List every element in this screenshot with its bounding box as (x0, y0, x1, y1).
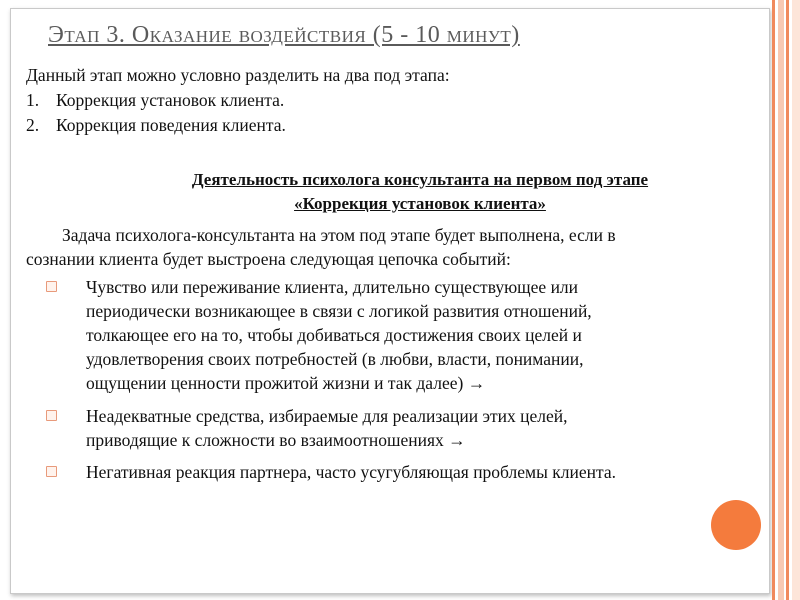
numbered-item (26, 89, 284, 112)
item-number: 1. (26, 90, 40, 110)
slide-title: Этап 3. Оказание воздействия (5 - 10 минут) (48, 22, 520, 48)
subheading-line-2: «Коррекция установок клиента» (294, 194, 546, 213)
item-number: 2. (26, 115, 40, 135)
bullet-square-icon (46, 281, 57, 292)
decorative-stripe (778, 0, 784, 600)
bullet-square-icon (46, 410, 57, 421)
subheading-line-1: Деятельность психолога консультанта на первом под этапе (191, 170, 649, 189)
bullet-line: удовлетворения своих потребностей (в любви, власти, понимании, (86, 349, 584, 369)
bullet-line: приводящие к сложности во взаимоотношениях → (86, 430, 466, 450)
intro-text: Данный этап можно условно разделить на два под этапа: (26, 65, 450, 85)
bullet-line: Неадекватные средства, избираемые для реализации этих целей, (86, 406, 568, 426)
bullet-line: Негативная реакция партнера, часто усугубляющая проблемы клиента. (86, 462, 616, 482)
task-text-line-2: сознании клиента будет выстроена следующая цепочка событий: (26, 249, 511, 269)
bullet-square-icon (46, 466, 57, 477)
bullet-line: толкающее его на то, чтобы добиваться достижения своих целей и (86, 325, 582, 345)
decorative-stripe (792, 0, 800, 600)
item-text: Коррекция поведения клиента. (56, 115, 286, 135)
task-text-line-1: Задача психолога-консультанта на этом под этапе будет выполнена, если в (62, 225, 616, 245)
numbered-item (26, 114, 286, 137)
decorative-stripe (772, 0, 775, 600)
item-text: Коррекция установок клиента. (56, 90, 285, 110)
bullet-line: Чувство или переживание клиента, длительно существующее или (86, 277, 579, 297)
bullet-line: ощущении ценности прожитой жизни и так далее) → (86, 373, 486, 393)
bullet-line: периодически возникающее в связи с логикой развития отношений, (86, 301, 592, 321)
decorative-circle (711, 500, 761, 550)
decorative-stripe (786, 0, 789, 600)
